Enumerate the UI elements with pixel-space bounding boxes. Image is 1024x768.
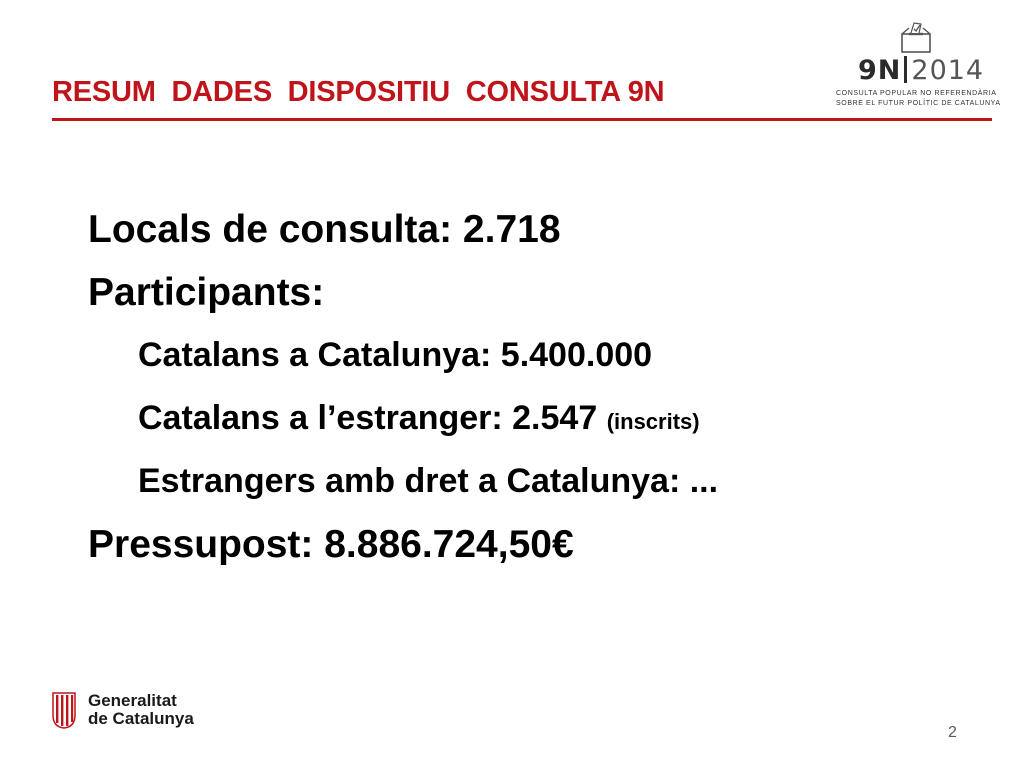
logo-9n-text: 9N xyxy=(858,55,902,86)
summary-list xyxy=(88,198,718,576)
logo-subtitle-line-2: SOBRE EL FUTUR POLÍTIC DE CATALUNYA xyxy=(836,100,1001,107)
generalitat-name-line-1: Generalitat xyxy=(88,691,177,710)
logo-subtitle-line-1: CONSULTA POPULAR NO REFERENDÀRIA xyxy=(836,90,997,97)
page-number: 2 xyxy=(948,724,957,741)
participants-heading: Participants: xyxy=(88,271,325,314)
catalans-estranger-item xyxy=(88,387,718,450)
estrangers-item: Estrangers amb dret a Catalunya: ... xyxy=(138,462,719,500)
catalans-catalunya-item: Catalans a Catalunya: 5.400.000 xyxy=(138,336,653,374)
pressupost-item: Pressupost: 8.886.724,50€ xyxy=(88,523,574,566)
generalitat-logo xyxy=(52,691,212,733)
generalitat-shield-icon xyxy=(52,691,76,729)
logo-year-text: 2014 xyxy=(911,55,985,86)
logo-separator xyxy=(904,56,907,83)
slide-title: RESUM DADES DISPOSITIU CONSULTA 9N xyxy=(52,76,665,108)
generalitat-name-line-2: de Catalunya xyxy=(88,709,194,728)
logo-wordmark xyxy=(858,56,984,86)
consulta-9n-logo xyxy=(836,18,1001,113)
generalitat-name xyxy=(88,692,194,728)
title-divider xyxy=(52,118,992,121)
ballot-box-icon xyxy=(899,20,933,54)
catalans-estranger-text: Catalans a l’estranger: 2.547 xyxy=(138,399,598,437)
locals-item: Locals de consulta: 2.718 xyxy=(88,208,561,251)
inscrits-note: (inscrits) xyxy=(606,409,700,434)
